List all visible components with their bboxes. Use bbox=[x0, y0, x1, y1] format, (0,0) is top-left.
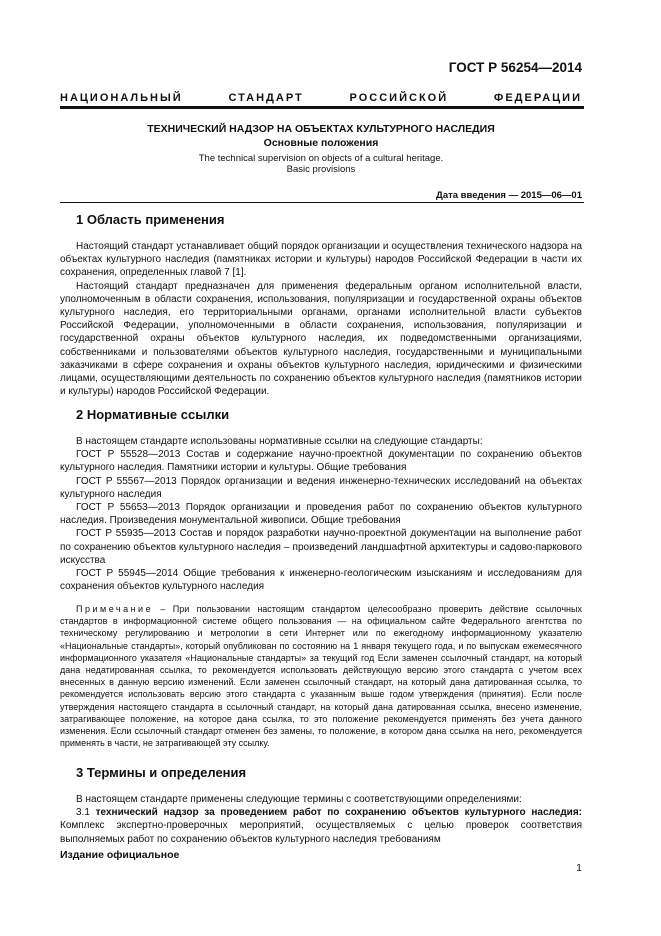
date-divider bbox=[60, 202, 584, 203]
section-1-paragraph-2: Настоящий стандарт предназначен для применения федеральным органом исполнительной власти, уполномоченным в области сохранения, использования, популяризации и государственной охраны объектов культурного наследия, его территориальными органами, органами исполнительной власти субъектов Российской Федерации, уполномоченными в области сохранения, использования, популяризации и государственной охраны объектов культурного наследия, их подведомственными организациями, собственниками и пользователями объектов культурного наследия, государственными и муниципальными заказчиками в сфере сохранения и охраны объектов культурного наследия, юридическими и физическими лицами, осуществляющими деятельность по сохранению объектов культурного наследия (памятников истории и культуры) народов Российской Федерации. bbox=[60, 280, 582, 398]
normative-references bbox=[60, 435, 582, 593]
references-note bbox=[60, 603, 582, 749]
term-definition-text: Комплекс экспертно-проверочных мероприятий, осуществляемых с целью проверок соответствия выполняемых работ по сохранению объектов культурного наследия требованиям bbox=[60, 820, 582, 845]
official-edition-label: Издание официальное bbox=[60, 849, 180, 861]
reference-item: ГОСТ Р 55945—2014 Общие требования к инженерно-геологическим изысканиям и исследованиям для сохранения объектов культурного наследия bbox=[60, 568, 582, 593]
document-number: ГОСТ Р 56254—2014 bbox=[448, 60, 582, 75]
header-divider bbox=[60, 106, 584, 109]
standard-subtitle-ru: Основные положения bbox=[263, 137, 379, 149]
terms-intro: В настоящем стандарте применены следующие термины с соответствующими определениями: bbox=[76, 794, 522, 805]
section-3-heading: 3 Термины и определения bbox=[76, 765, 247, 780]
note-label: Примечание bbox=[76, 604, 154, 614]
reference-item: ГОСТ Р 55528—2013 Состав и содержание научно-проектной документации по сохранению объектов культурного наследия. Памятники истории и культуры. Общие требования bbox=[60, 449, 582, 474]
references-intro: В настоящем стандарте использованы нормативные ссылки на следующие стандарты: bbox=[76, 436, 483, 447]
term-name: технический надзор за проведением работ по сохранению объектов культурного наследия: bbox=[95, 807, 582, 819]
standard-subtitle-en: Basic provisions bbox=[286, 164, 356, 175]
effective-date: Дата введения — 2015—06—01 bbox=[436, 190, 582, 201]
page-number: 1 bbox=[576, 862, 582, 874]
section-1-paragraph-1: Настоящий стандарт устанавливает общий порядок организации и осуществления технического надзора на объектах культурного наследия (памятниках истории и культуры) народов Российской Федерации в части их сохранения, определенных главой 7 [1]. bbox=[60, 241, 582, 279]
reference-item: ГОСТ Р 55567—2013 Порядок организации и ведения инженерно-технических исследований на объектах культурного наследия bbox=[60, 475, 582, 500]
reference-item: ГОСТ Р 55935—2013 Состав и порядок разработки научно-проектной документации на выполнение работ по сохранению объектов культурного наследия – произведений ландшафтной архитектуры и садово-паркового искусства bbox=[60, 528, 582, 566]
standard-title-en: The technical supervision on objects of a cultural heritage. bbox=[198, 153, 444, 164]
standard-title-ru: ТЕХНИЧЕСКИЙ НАДЗОР НА ОБЪЕКТАХ КУЛЬТУРНОГО НАСЛЕДИЯ bbox=[147, 123, 495, 135]
national-standard-title: НАЦИОНАЛЬНЫЙ СТАНДАРТ РОССИЙСКОЙ ФЕДЕРАЦИИ bbox=[60, 92, 582, 104]
reference-item: ГОСТ Р 55653—2013 Порядок организации и проведения работ по сохранению объектов культурного наследия. Произведения монументальной живописи. Общие требования bbox=[60, 502, 582, 527]
section-2-heading: 2 Нормативные ссылки bbox=[76, 407, 230, 422]
term-definition bbox=[60, 806, 582, 846]
section-1-body bbox=[60, 240, 582, 398]
term-number: 3.1 bbox=[76, 807, 96, 819]
section-1-heading: 1 Область применения bbox=[76, 212, 225, 227]
note-text: – При пользовании настоящим стандартом целесообразно проверить действие ссылочных стандартов в информационной системе общего пользования — на официальном сайте Федерального агентства по техническому регулированию и метрологии в сети Интернет или по ежегодному информационному указателю «Национальные стандарты», который опубликован по состоянию на 1 января текущего года, и по выпускам ежемесячного информационного указателя «Национальные стандарты» за текущий год Если заменен ссылочный стандарт, на который дана недатированная ссылка, то рекомендуется использовать действующую версию этого стандарта с учетом всех внесенных в данную версию изменений. Если заменен ссылочный стандарт, на который дана датированная ссылка, то рекомендуется использовать версию этого стандарта с указанным выше годом утверждения (принятия). Если после утверждения настоящего стандарта в ссылочный стандарт, на который дана датированная ссылка, внесено изменение, затрагивающее положение, на которое дана ссылка, то это положение рекомендуется применять без учета данного изменения. Если ссылочный стандарт отменен без замены, то положение, в котором дана ссылка на него, рекомендуется применять в части, не затрагивающей эту ссылку. bbox=[60, 604, 582, 749]
section-3-body bbox=[60, 793, 582, 846]
